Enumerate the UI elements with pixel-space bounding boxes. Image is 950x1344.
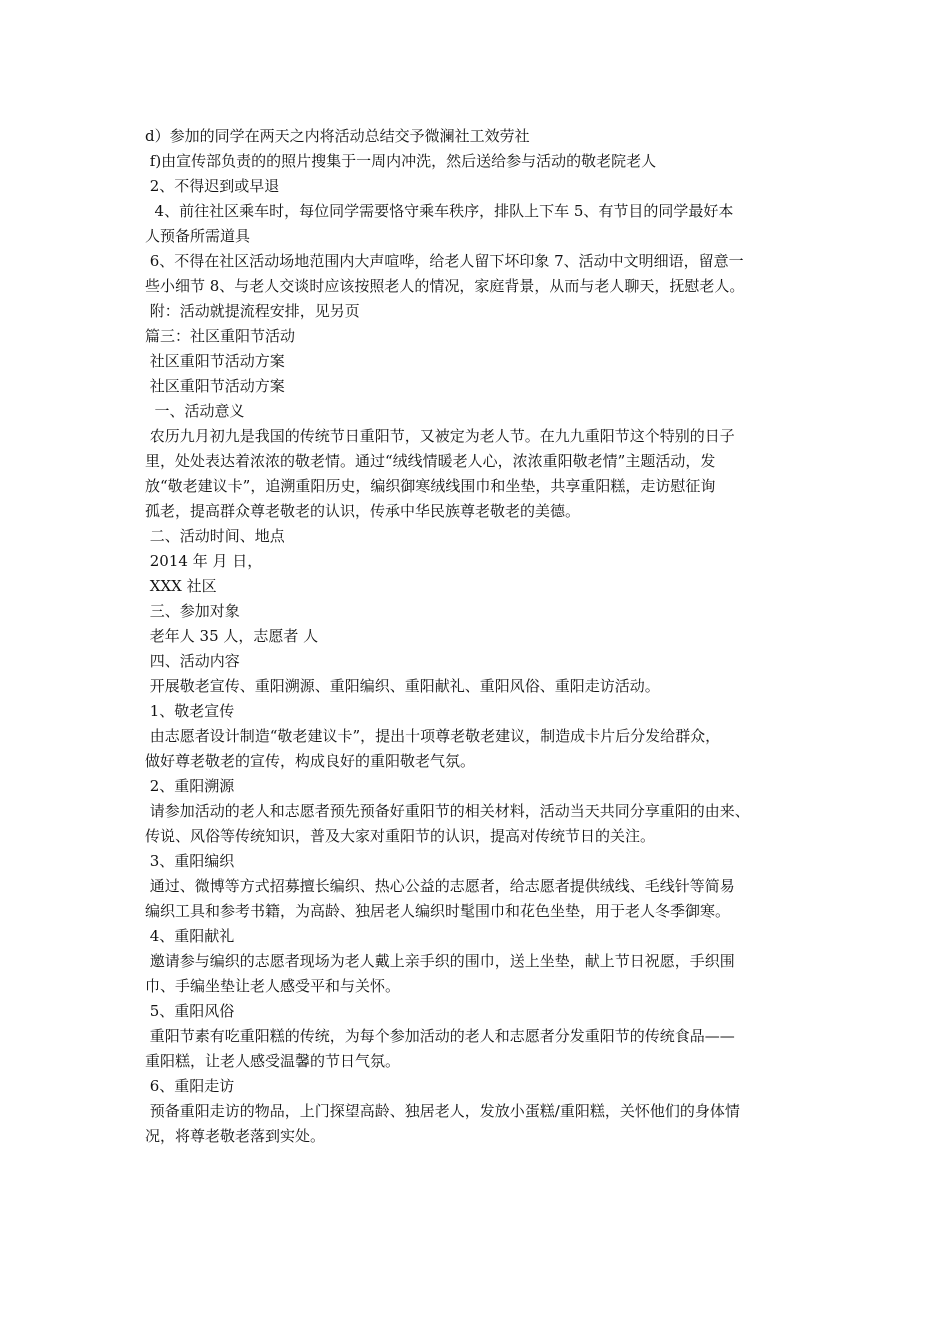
- text-line: 通过、微博等方式招募擅长编织、热心公益的志愿者，给志愿者提供绒线、毛线针等简易: [145, 877, 735, 895]
- text-line: 5、重阳风俗: [145, 1002, 235, 1020]
- text-line: 传说、风俗等传统知识，普及大家对重阳节的认识，提高对传统节日的关注。: [145, 827, 656, 845]
- text-line: 人预备所需道具: [145, 227, 251, 245]
- text-line: 巾、手编坐垫让老人感受平和与关怀。: [145, 977, 401, 995]
- text-line: 三、参加对象: [145, 602, 240, 620]
- text-line: 4、重阳献礼: [145, 927, 235, 945]
- text-line: 农历九月初九是我国的传统节日重阳节，又被定为老人节。在九九重阳节这个特别的日子: [145, 427, 735, 445]
- text-line: 做好尊老敬老的宣传，构成良好的重阳敬老气氛。: [145, 752, 476, 770]
- text-line: 由志愿者设计制造“敬老建议卡”，提出十项尊老敬老建议，制造成卡片后分发给群众，: [145, 727, 721, 745]
- text-line: 社区重阳节活动方案: [145, 377, 285, 395]
- text-line: 放“敬老建议卡”，追溯重阳历史，编织御寒绒线围巾和坐垫，共享重阳糕，走访慰征询: [145, 477, 716, 495]
- text-line: 预备重阳走访的物品，上门探望高龄、独居老人，发放小蛋糕/重阳糕，关怀他们的身体情: [145, 1102, 740, 1120]
- text-line: 2、重阳溯源: [145, 777, 235, 795]
- text-line: f)由宣传部负责的的照片搜集于一周内冲洗，然后送给参与活动的敬老院老人: [145, 152, 657, 170]
- text-line: 孤老，提高群众尊老敬老的认识，传承中华民族尊老敬老的美德。: [145, 502, 581, 520]
- text-line: 附：活动就提流程安排，见另页: [145, 302, 360, 320]
- text-line: 请参加活动的老人和志愿者预先预备好重阳节的相关材料，活动当天共同分享重阳的由来、: [145, 802, 750, 820]
- text-line: d）参加的同学在两天之内将活动总结交予微澜社工效劳社: [145, 127, 530, 145]
- text-line: 开展敬老宣传、重阳溯源、重阳编织、重阳献礼、重阳风俗、重阳走访活动。: [145, 677, 660, 695]
- text-line: 一、活动意义: [145, 402, 245, 420]
- text-line: 1、敬老宣传: [145, 702, 235, 720]
- text-line: 况，将尊老敬老落到实处。: [145, 1127, 326, 1145]
- text-line: 二、活动时间、地点: [145, 527, 285, 545]
- text-line: 2、不得迟到或早退: [145, 177, 280, 195]
- text-line: 重阳糕，让老人感受温馨的节日气氛。: [145, 1052, 401, 1070]
- text-line: 些小细节 8、与老人交谈时应该按照老人的情况，家庭背景，从而与老人聊天，抚慰老人。: [145, 277, 745, 295]
- text-line: 四、活动内容: [145, 652, 240, 670]
- text-line: 社区重阳节活动方案: [145, 352, 285, 370]
- text-line: 6、不得在社区活动场地范围内大声喧哗，给老人留下坏印象 7、活动中文明细语，留意一: [145, 252, 744, 270]
- text-line: 编织工具和参考书籍，为高龄、独居老人编织时髦围巾和花色坐垫，用于老人冬季御寒。: [145, 902, 731, 920]
- text-line: 老年人 35 人，志愿者 人: [145, 627, 319, 645]
- text-line: 邀请参与编织的志愿者现场为老人戴上亲手织的围巾，送上坐垫，献上节日祝愿，手织围: [145, 952, 735, 970]
- text-line: 6、重阳走访: [145, 1077, 235, 1095]
- text-line: 2014 年 月 日，: [145, 552, 263, 570]
- text-line: XXX 社区: [145, 577, 217, 595]
- text-line: 3、重阳编织: [145, 852, 235, 870]
- document-body: [145, 124, 825, 1149]
- text-line: 重阳节素有吃重阳糕的传统，为每个参加活动的老人和志愿者分发重阳节的传统食品——: [145, 1027, 735, 1045]
- text-line: 4、前往社区乘车时，每位同学需要恪守乘车秩序，排队上下车 5、有节目的同学最好本: [145, 202, 734, 220]
- text-line: 里，处处表达着浓浓的敬老情。通过“绒线情暖老人心，浓浓重阳敬老情”主题活动，发: [145, 452, 716, 470]
- text-line: 篇三：社区重阳节活动: [145, 327, 296, 345]
